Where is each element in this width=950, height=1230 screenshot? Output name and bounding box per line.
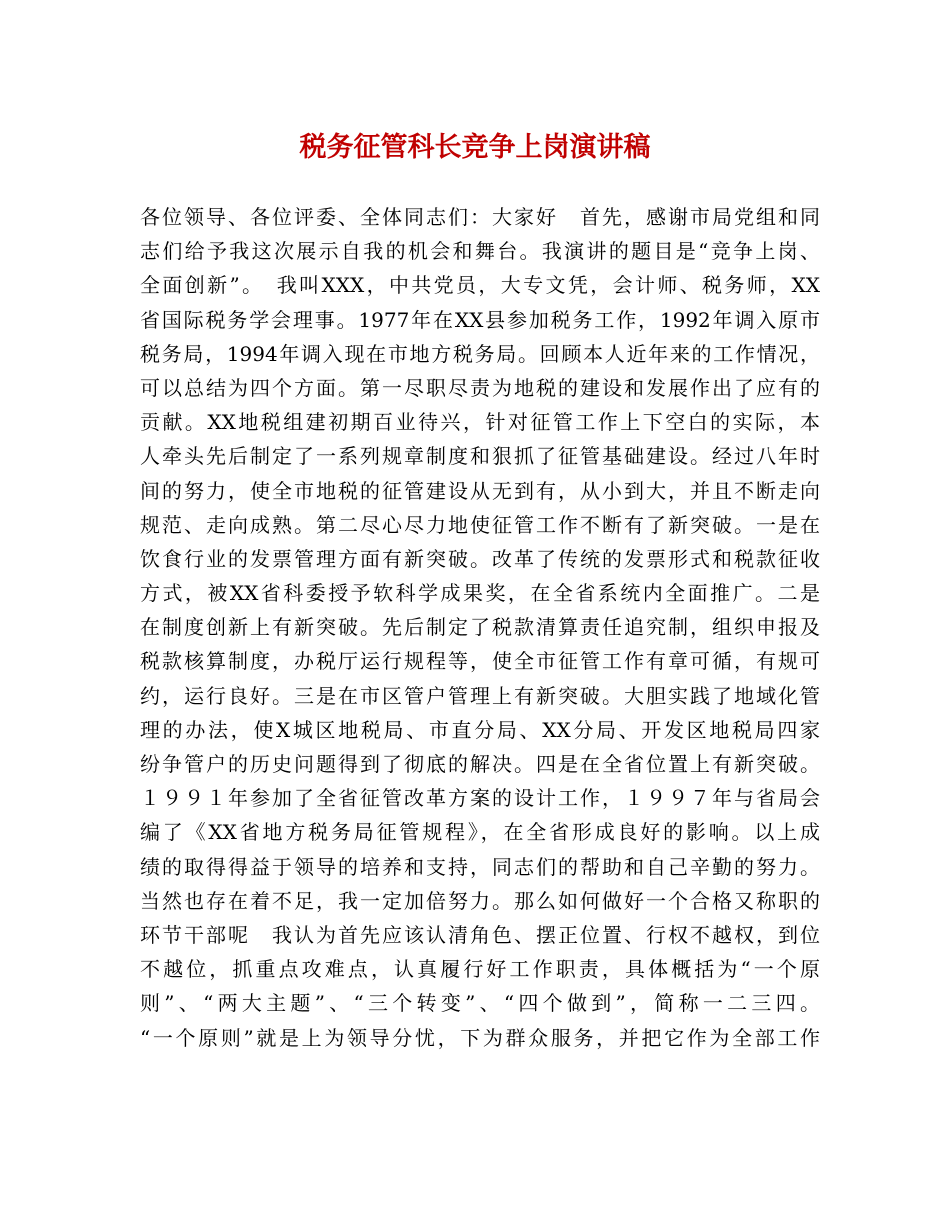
body-line: 人牵头先后制定了一系列规章制度和狠抓了征管基础建设。经过八年时 xyxy=(140,444,820,469)
body-line: “一个原则”就是上为领导分忧，下为群众服务，并把它作为全部工作 xyxy=(140,1025,820,1050)
body-line: 全面创新”。 我叫XXX，中共党员，大专文凭，会计师、税务师，XX xyxy=(140,273,820,298)
body-line: 饮食行业的发票管理方面有新突破。改革了传统的发票形式和税款征收 xyxy=(140,546,820,571)
document-title: 税务征管科长竞争上岗演讲稿 xyxy=(299,132,651,163)
body-line: 约，运行良好。三是在市区管户管理上有新突破。大胆实践了地域化管 xyxy=(140,683,820,708)
body-line: 绩的取得得益于领导的培养和支持，同志们的帮助和自己辛勤的努力。 xyxy=(140,854,820,879)
body-line: 各位领导、各位评委、全体同志们：大家好 首先，感谢市局党组和同 xyxy=(140,205,820,229)
body-line: 规范、走向成熟。第二尽心尽力地使征管工作不断有了新突破。一是在 xyxy=(140,512,820,537)
body-line: 编了《XX省地方税务局征管规程》，在全省形成良好的影响。以上成 xyxy=(140,820,820,845)
document-body xyxy=(140,200,820,1055)
body-line: 方式，被XX省科委授予软科学成果奖，在全省系统内全面推广。二是 xyxy=(140,581,820,606)
body-line: 间的努力，使全市地税的征管建设从无到有，从小到大，并且不断走向 xyxy=(140,478,820,503)
body-line: 可以总结为四个方面。第一尽职尽责为地税的建设和发展作出了应有的 xyxy=(140,375,820,400)
body-line: 省国际税务学会理事。1977年在XX县参加税务工作，1992年调入原市 xyxy=(140,307,820,332)
body-line: 志们给予我这次展示自我的机会和舞台。我演讲的题目是“竞争上岗、 xyxy=(140,239,820,264)
body-line: 在制度创新上有新突破。先后制定了税款清算责任追究制，组织申报及 xyxy=(140,615,820,640)
body-line: 当然也存在着不足，我一定加倍努力。那么如何做好一个合格又称职的 xyxy=(140,888,820,913)
body-line: １９９１年参加了全省征管改革方案的设计工作，１９９７年与省局会 xyxy=(140,786,820,811)
body-line: 贡献。XX地税组建初期百业待兴，针对征管工作上下空白的实际，本 xyxy=(140,410,820,435)
body-line: 环节干部呢 我认为首先应该认清角色、摆正位置、行权不越权，到位 xyxy=(140,922,820,947)
body-line: 税款核算制度，办税厅运行规程等，使全市征管工作有章可循，有规可 xyxy=(140,649,820,674)
body-line: 税务局，1994年调入现在市地方税务局。回顾本人近年来的工作情况， xyxy=(140,341,820,366)
body-line: 理的办法，使X城区地税局、市直分局、XX分局、开发区地税局四家 xyxy=(140,717,820,742)
body-line: 不越位，抓重点攻难点，认真履行好工作职责，具体概括为“一个原 xyxy=(140,957,820,982)
body-line: 纷争管户的历史问题得到了彻底的解决。四是在全省位置上有新突破。 xyxy=(140,752,820,776)
body-line: 则”、“两大主题”、“三个转变”、“四个做到”，简称一二三四。 xyxy=(140,991,820,1016)
